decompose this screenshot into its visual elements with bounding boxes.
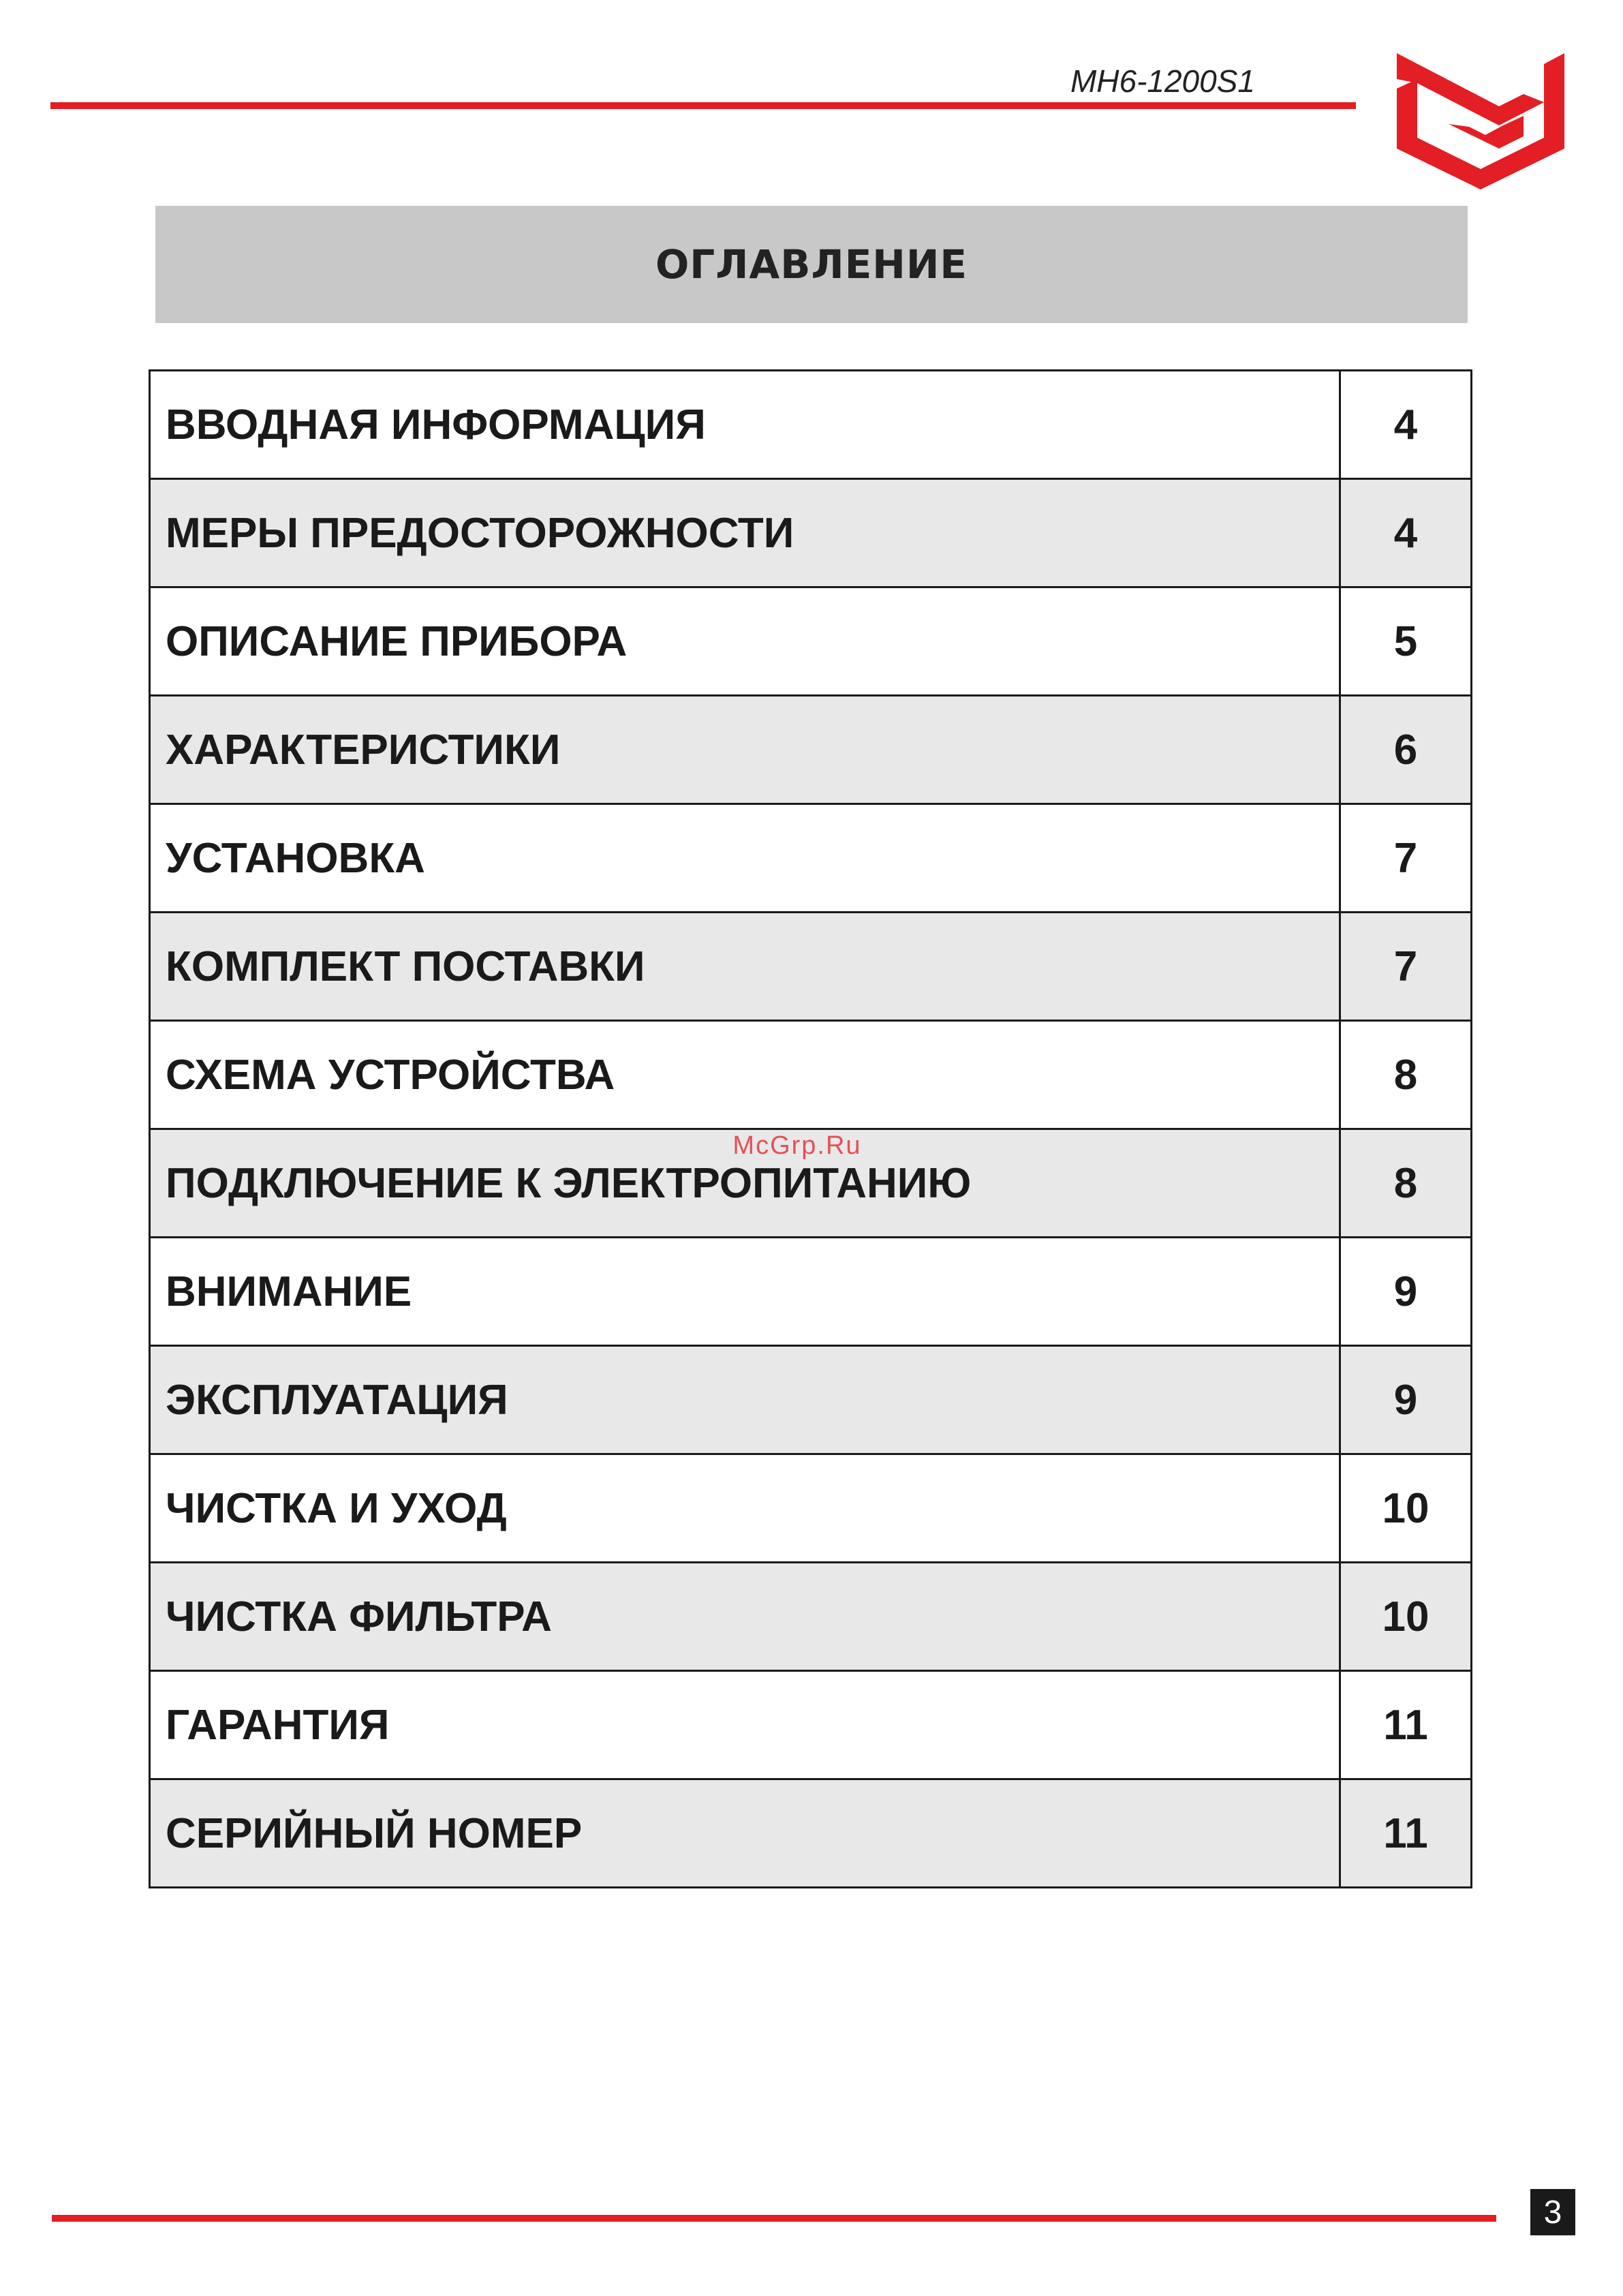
model-number: MH6-1200S1: [1070, 63, 1255, 99]
toc-entry-title: ПОДКЛЮЧЕНИЕ К ЭЛЕКТРОПИТАНИЮ: [150, 1129, 1340, 1238]
toc-entry-page: 10: [1340, 1454, 1472, 1563]
toc-row[interactable]: [150, 1454, 1472, 1563]
watermark: McGrp.Ru: [732, 1131, 862, 1160]
toc-row[interactable]: [150, 1779, 1472, 1888]
footer-divider: [52, 2215, 1496, 2222]
toc-entry-page: 7: [1340, 804, 1472, 913]
toc-row[interactable]: [150, 587, 1472, 696]
toc-entry-title: УСТАНОВКА: [150, 804, 1340, 913]
toc-entry-page: 11: [1340, 1779, 1472, 1888]
toc-entry-page: 4: [1340, 479, 1472, 587]
toc-entry-title: ОПИСАНИЕ ПРИБОРА: [150, 587, 1340, 696]
toc-row[interactable]: [150, 1238, 1472, 1346]
toc-header: [155, 206, 1468, 323]
toc-entry-page: 9: [1340, 1346, 1472, 1454]
toc-entry-page: 9: [1340, 1238, 1472, 1346]
toc-entry-title: ХАРАКТЕРИСТИКИ: [150, 696, 1340, 804]
page-number: 3: [1530, 2189, 1575, 2235]
toc-entry-page: 7: [1340, 913, 1472, 1021]
toc-entry-title: ЭКСПЛУАТАЦИЯ: [150, 1346, 1340, 1454]
toc-row[interactable]: [150, 1346, 1472, 1454]
toc-entry-page: 11: [1340, 1671, 1472, 1779]
toc-entry-title: КОМПЛЕКТ ПОСТАВКИ: [150, 913, 1340, 1021]
toc-row[interactable]: [150, 1563, 1472, 1671]
toc-entry-title: ЧИСТКА И УХОД: [150, 1454, 1340, 1563]
toc-entry-page: 4: [1340, 371, 1472, 479]
toc-entry-title: ВНИМАНИЕ: [150, 1238, 1340, 1346]
toc-row[interactable]: [150, 1021, 1472, 1129]
toc-row[interactable]: [150, 696, 1472, 804]
toc-row[interactable]: [150, 804, 1472, 913]
toc-entry-page: 10: [1340, 1563, 1472, 1671]
toc-title: ОГЛАВЛЕНИЕ: [655, 241, 968, 288]
toc-entry-page: 8: [1340, 1129, 1472, 1238]
toc-entry-title: ГАРАНТИЯ: [150, 1671, 1340, 1779]
toc-entry-title: МЕРЫ ПРЕДОСТОРОЖНОСТИ: [150, 479, 1340, 587]
toc-row[interactable]: [150, 913, 1472, 1021]
toc-entry-title: СЕРИЙНЫЙ НОМЕР: [150, 1779, 1340, 1888]
toc-entry-page: 8: [1340, 1021, 1472, 1129]
brand-logo-icon: [1390, 40, 1571, 198]
toc-row[interactable]: [150, 371, 1472, 479]
toc-entry-title: СХЕМА УСТРОЙСТВА: [150, 1021, 1340, 1129]
toc-row[interactable]: [150, 479, 1472, 587]
toc-row[interactable]: [150, 1671, 1472, 1779]
toc-entry-title: ЧИСТКА ФИЛЬТРА: [150, 1563, 1340, 1671]
toc-entry-page: 5: [1340, 587, 1472, 696]
toc-entry-title: ВВОДНАЯ ИНФОРМАЦИЯ: [150, 371, 1340, 479]
toc-entry-page: 6: [1340, 696, 1472, 804]
toc-table: [149, 369, 1472, 1888]
header-divider: [50, 102, 1356, 109]
